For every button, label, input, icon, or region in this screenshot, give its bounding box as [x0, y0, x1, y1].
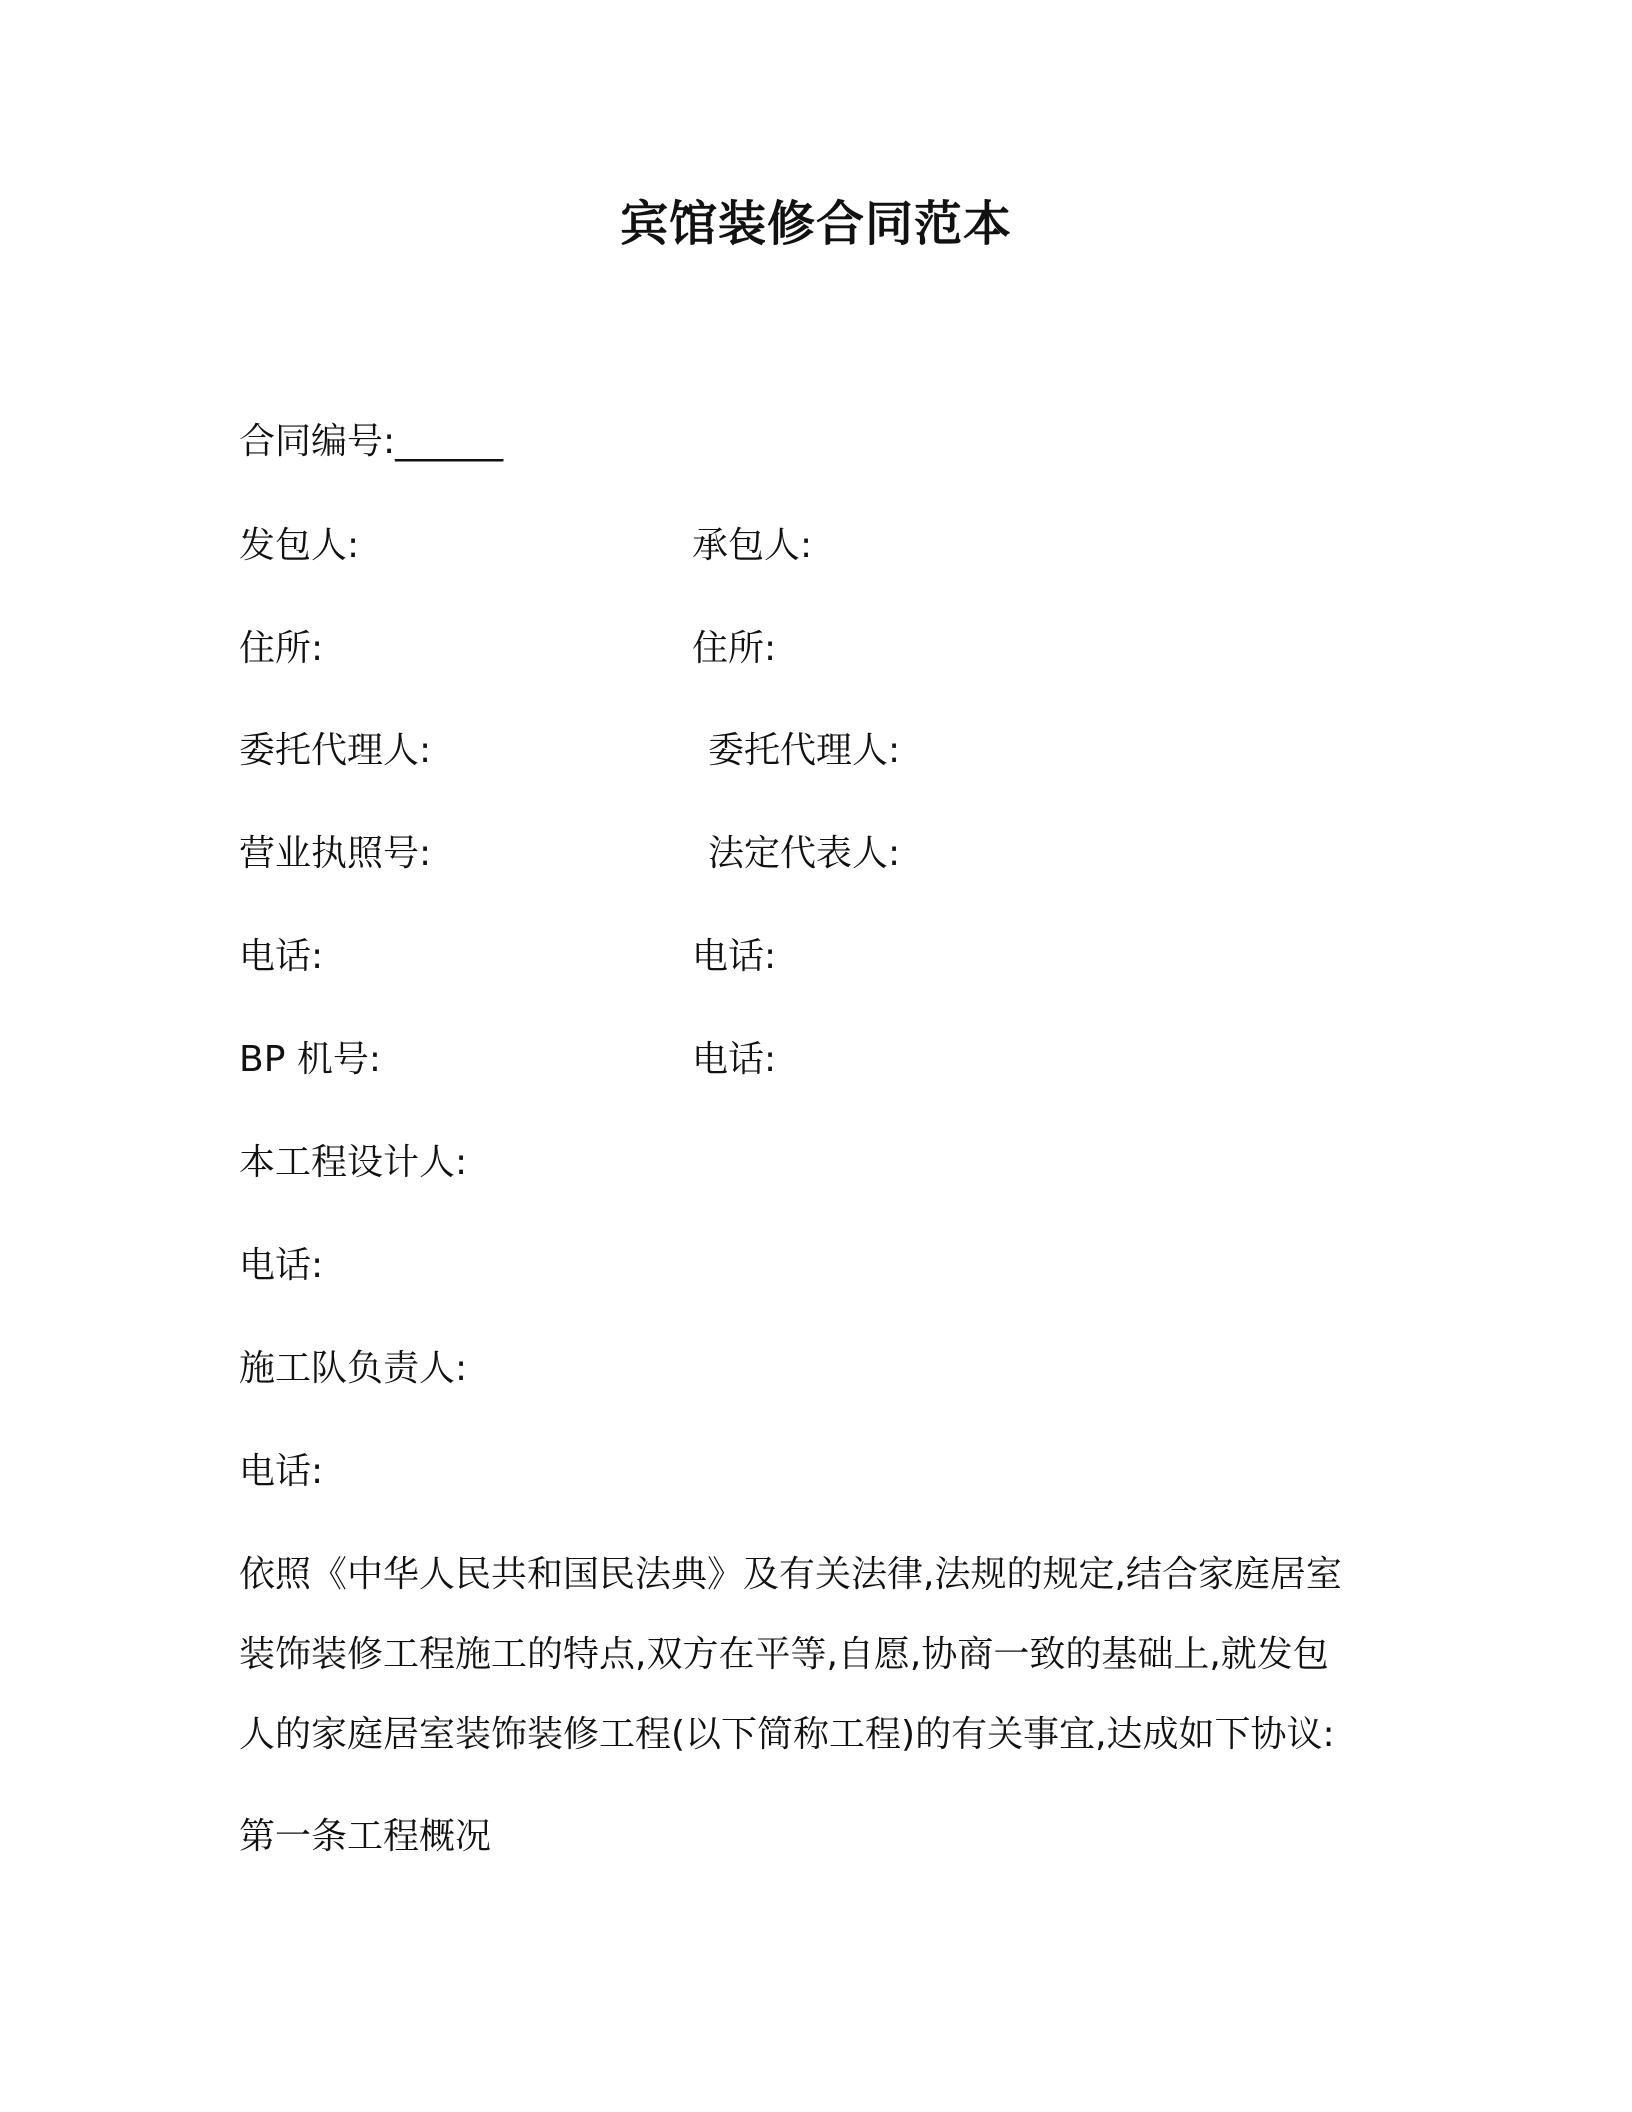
- agreement-paragraph-line-2: 装饰装修工程施工的特点,双方在平等,自愿,协商一致的基础上,就发包: [239, 1634, 1329, 1675]
- bp-number-label: BP 机号:: [239, 1039, 381, 1080]
- designer-label: 本工程设计人:: [239, 1142, 468, 1183]
- employer-phone-label: 电话:: [239, 936, 324, 977]
- contractor-phone-label: 电话:: [692, 936, 777, 977]
- contract-number: 合同编号:______: [239, 421, 504, 462]
- agreement-paragraph-line-3: 人的家庭居室装饰装修工程(以下简称工程)的有关事宜,达成如下协议:: [239, 1714, 1335, 1755]
- contractor-phone-2-label: 电话:: [692, 1039, 777, 1080]
- team-leader-phone-label: 电话:: [239, 1451, 324, 1492]
- legal-representative-label: 法定代表人:: [708, 833, 901, 874]
- business-license-label: 营业执照号:: [239, 833, 432, 874]
- document-title: 宾馆装修合同范本: [619, 196, 1012, 252]
- contractor-address-label: 住所:: [692, 628, 777, 669]
- section-heading: 第一条工程概况: [239, 1816, 492, 1857]
- agreement-paragraph-line-1: 依照《中华人民共和国民法典》及有关法律,法规的规定,结合家庭居室: [239, 1554, 1342, 1595]
- contractor-agent-label: 委托代理人:: [708, 730, 901, 771]
- designer-phone-label: 电话:: [239, 1245, 324, 1286]
- employer-label: 发包人:: [239, 525, 360, 566]
- contractor-label: 承包人:: [692, 525, 813, 566]
- team-leader-label: 施工队负责人:: [239, 1348, 468, 1389]
- employer-agent-label: 委托代理人:: [239, 730, 432, 771]
- employer-address-label: 住所:: [239, 628, 324, 669]
